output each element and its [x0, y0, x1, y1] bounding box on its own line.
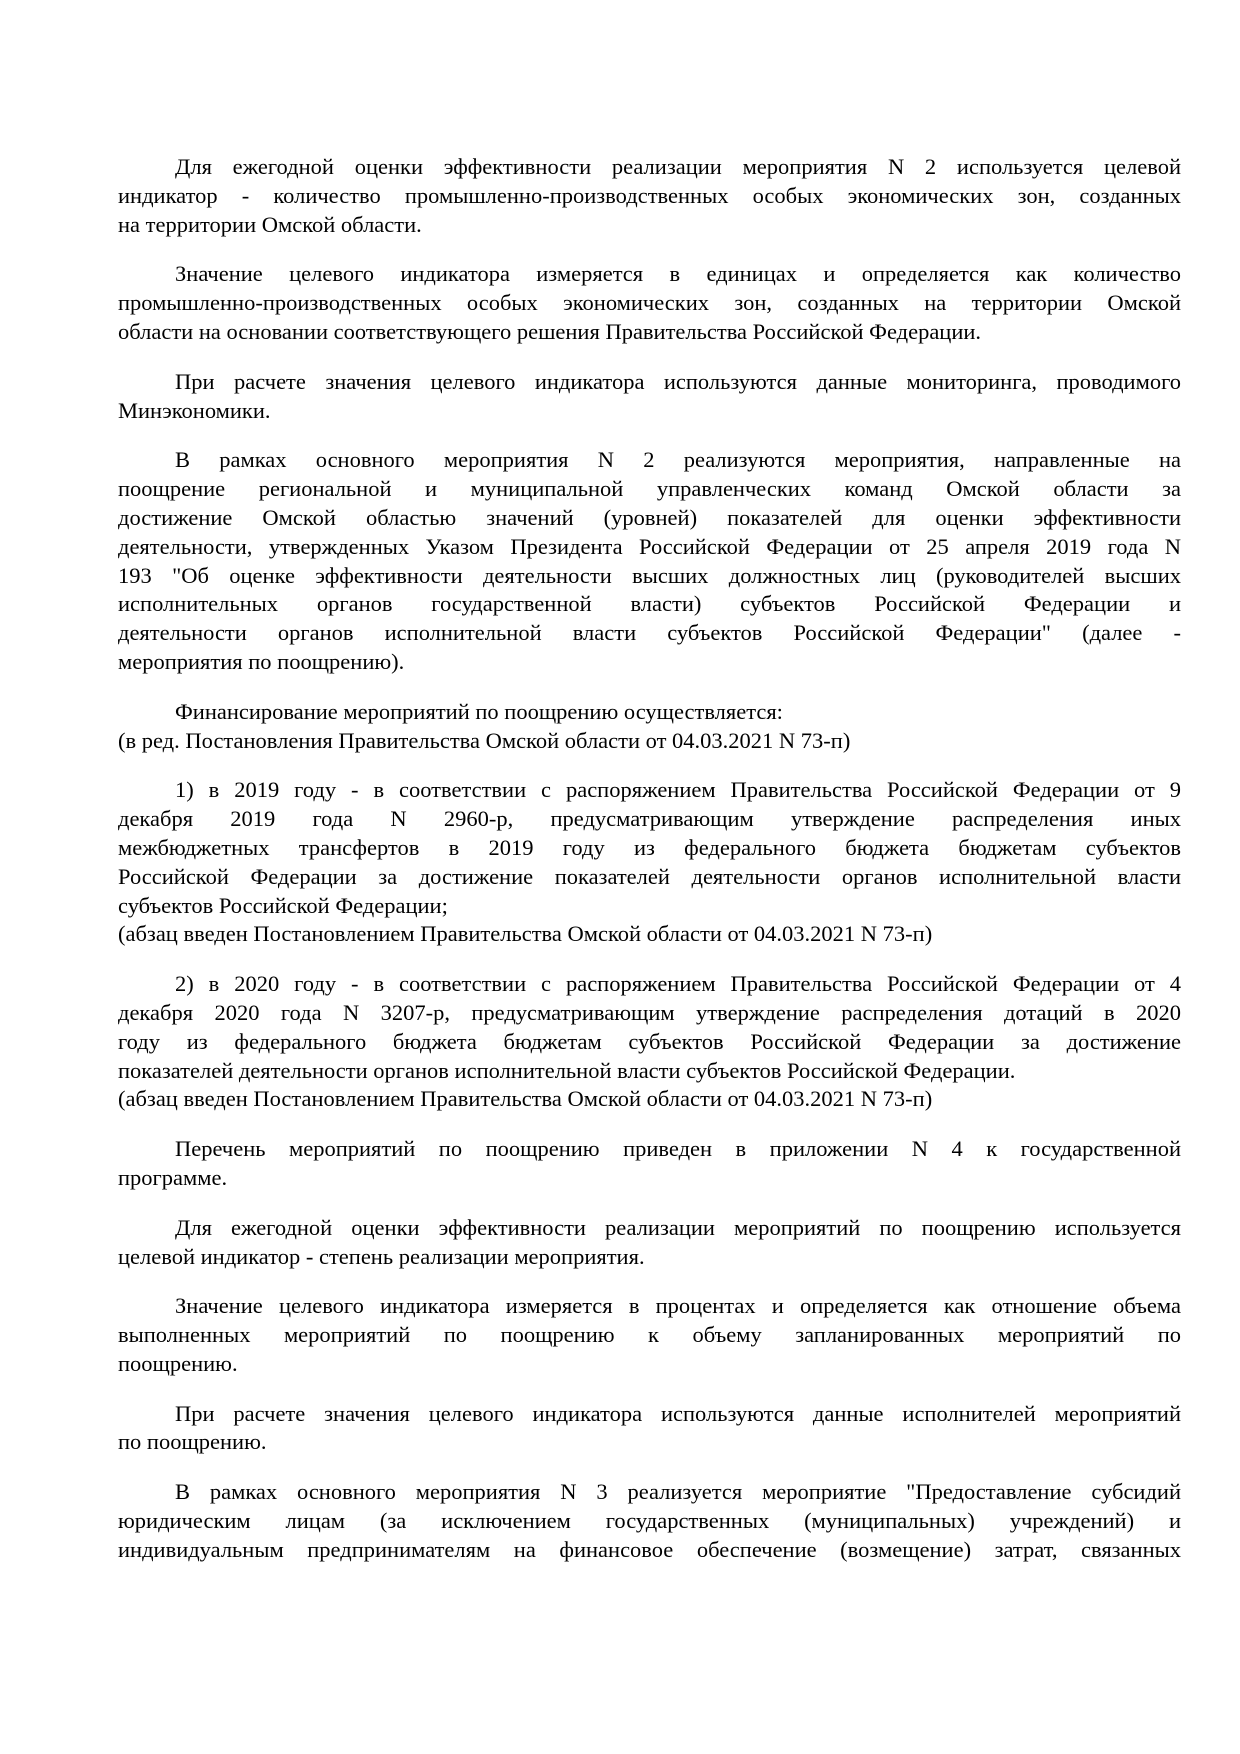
text-line: на территории Омской области.: [118, 211, 422, 237]
paragraph: [118, 1292, 1181, 1378]
paragraph: [118, 446, 1181, 676]
paragraph: [118, 970, 1181, 1114]
text-line: При расчете значения целевого индикатора используются данные исполнителей мероприятий: [175, 1400, 1181, 1426]
text-line: декабря 2020 года N 3207-р, предусматривающим утверждение распределения дотаций в 2020: [118, 999, 1181, 1025]
paragraph: [118, 1478, 1181, 1564]
text-line: 1) в 2019 году - в соответствии с распоряжением Правительства Российской Федерации от 9: [175, 777, 1181, 803]
text-line: индивидуальным предпринимателям на финансовое обеспечение (возмещение) затрат, связанных: [118, 1536, 1181, 1562]
text-line: При расчете значения целевого индикатора используются данные мониторинга, проводимого: [175, 368, 1181, 394]
text-line: Значение целевого индикатора измеряется в единицах и определяется как количество: [175, 261, 1181, 287]
text-line: программе.: [118, 1164, 228, 1190]
amendment-note: (в ред. Постановления Правительства Омской области от 04.03.2021 N 73-п): [118, 727, 851, 753]
paragraph: [118, 368, 1181, 426]
paragraph: [118, 1400, 1181, 1458]
text-line: промышленно-производственных особых экономических зон, созданных на территории Омской: [118, 290, 1181, 316]
document-page: [118, 153, 1181, 1586]
text-line: Значение целевого индикатора измеряется в процентах и определяется как отношение объема: [175, 1293, 1181, 1319]
paragraph: [118, 1135, 1181, 1193]
paragraph: [118, 1214, 1181, 1272]
text-line: деятельности, утвержденных Указом Президента Российской Федерации от 25 апреля 2019 года N: [118, 533, 1181, 559]
text-line: индикатор - количество промышленно-производственных особых экономических зон, созданных: [118, 182, 1181, 208]
paragraph: [118, 698, 1181, 756]
text-line: поощрение региональной и муниципальной управленческих команд Омской области за: [118, 476, 1181, 502]
paragraph: [118, 260, 1181, 346]
amendment-note: (абзац введен Постановлением Правительства Омской области от 04.03.2021 N 73-п): [118, 921, 933, 947]
text-line: декабря 2019 года N 2960-р, предусматривающим утверждение распределения иных: [118, 806, 1181, 832]
text-line: межбюджетных трансфертов в 2019 году из федерального бюджета бюджетам субъектов: [118, 834, 1181, 860]
text-line: Финансирование мероприятий по поощрению осуществляется:: [175, 698, 783, 724]
paragraph: [118, 153, 1181, 239]
text-line: выполненных мероприятий по поощрению к объему запланированных мероприятий по: [118, 1322, 1181, 1348]
text-line: исполнительных органов государственной власти) субъектов Российской Федерации и: [118, 591, 1181, 617]
text-line: мероприятия по поощрению).: [118, 648, 405, 674]
text-line: Для ежегодной оценки эффективности реализации мероприятий по поощрению используется: [175, 1214, 1181, 1240]
text-line: деятельности органов исполнительной власти субъектов Российской Федерации" (далее -: [118, 620, 1181, 646]
text-line: Для ежегодной оценки эффективности реализации мероприятия N 2 используется целевой: [175, 154, 1181, 179]
text-line: целевой индикатор - степень реализации мероприятия.: [118, 1243, 645, 1269]
text-line: достижение Омской областью значений (уровней) показателей для оценки эффективности: [118, 504, 1181, 530]
text-line: показателей деятельности органов исполнительной власти субъектов Российской Федерации.: [118, 1057, 1016, 1083]
text-line: Перечень мероприятий по поощрению приведен в приложении N 4 к государственной: [175, 1136, 1181, 1162]
text-line: субъектов Российской Федерации;: [118, 892, 448, 918]
paragraph: [118, 776, 1181, 949]
text-line: 193 "Об оценке эффективности деятельности высших должностных лиц (руководителей высших: [118, 562, 1181, 588]
text-line: году из федерального бюджета бюджетам субъектов Российской Федерации за достижение: [118, 1028, 1181, 1054]
text-line: поощрению.: [118, 1350, 238, 1376]
text-line: Минэкономики.: [118, 397, 271, 423]
text-line: области на основании соответствующего решения Правительства Российской Федерации.: [118, 318, 982, 344]
text-line: В рамках основного мероприятия N 2 реализуются мероприятия, направленные на: [175, 447, 1181, 473]
text-line: 2) в 2020 году - в соответствии с распоряжением Правительства Российской Федерации от 4: [175, 971, 1181, 997]
text-line: юридическим лицам (за исключением государственных (муниципальных) учреждений) и: [118, 1508, 1181, 1534]
text-line: по поощрению.: [118, 1429, 267, 1455]
text-line: Российской Федерации за достижение показателей деятельности органов исполнительной власти: [118, 863, 1181, 889]
amendment-note: (абзац введен Постановлением Правительства Омской области от 04.03.2021 N 73-п): [118, 1086, 933, 1112]
text-line: В рамках основного мероприятия N 3 реализуется мероприятие "Предоставление субсидий: [175, 1479, 1181, 1505]
